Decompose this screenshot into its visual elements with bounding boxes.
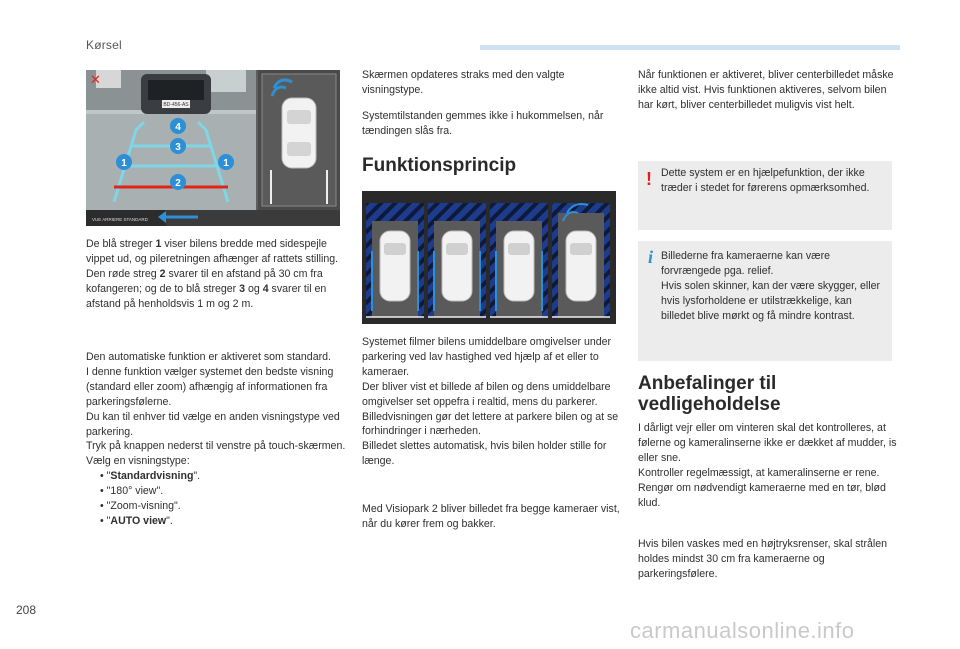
- bullet-press-button: Tryk på knappen nederst til venstre på touch-skærmen.: [86, 440, 346, 453]
- section-title: Kørsel: [86, 38, 122, 52]
- warning-icon: !: [646, 169, 652, 189]
- svg-text:4: 4: [175, 122, 181, 133]
- svg-text:3: 3: [175, 142, 181, 153]
- heading-funktionsprincip: Funktionsprincip: [362, 155, 517, 176]
- funktionsprincip-paragraph: Systemet filmer bilens umiddelbare omgivelser under parkering ved lav hastighed ved hjælp af et eller to kameraer. Der bliver vist et billede af bilen og dens umiddelbare omgivelser set oppefra i realtid, mens du parkerer. Billedvisningen gør det lettere at parkere bilen og at se forhindringer i nærheden. Billedet slettes automatisk, hvis bilen holder stille for længe.: [362, 336, 619, 468]
- high-pressure-paragraph: Hvis bilen vaskes med en højtryksrenser, skal strålen holdes mindst 30 cm fra kameraerne og parkeringsfølere.: [638, 538, 888, 580]
- heading-maintenance: Anbefalinger til vedligeholdelse: [638, 373, 781, 415]
- svg-text:2: 2: [175, 178, 181, 189]
- auto-function-paragraph: Den automatiske funktion er aktiveret som standard. I denne funktion vælger systemet den bedste visning (standard eller zoom) afhængig af informationen fra parkeringsfølerne. Du kan til enhver tid vælge en anden visningstype ved parkering. Tryk på knappen nederst til venstre på touch-skærmen. Vælg en visningstype: • "Standardvisning". • "180° view". • "Zoom-visning". • "AUTO view".: [86, 350, 348, 529]
- view-option-auto: • "AUTO view".: [100, 514, 173, 527]
- page-number: 208: [16, 603, 37, 617]
- info-box: [638, 241, 892, 361]
- svg-text:1: 1: [121, 158, 127, 169]
- info-icon: i: [648, 247, 654, 267]
- warning-text: Dette system er en hjælpefunktion, der ikke træder i stedet for førerens opmærksomhed.: [661, 167, 870, 194]
- center-image-paragraph: Når funktionen er aktiveret, bliver centerbilledet måske ikke altid vist. Hvis funktionen aktiveres, selvom bilen har kørt, bliver centerbilledet muligvis vist helt.: [638, 69, 894, 111]
- view-option-zoom: • "Zoom-visning".: [100, 500, 181, 513]
- warning-box: [638, 161, 892, 230]
- memory-paragraph: Systemtilstanden gemmes ikke i hukommelsen, når tændingen slås fra.: [362, 110, 604, 137]
- plate-text: BD-456-AS: [163, 102, 189, 108]
- view-option-standard: • "Standardvisning".: [100, 470, 201, 483]
- maintenance-paragraph: I dårligt vejr eller om vinteren skal det kontrolleres, at følerne og kameralinserne ikke er dækket af mudder, is eller sne. Kontroller regelmæssigt, at kameralinserne er rene. Rengør om nødvendigt kameraerne med en tør, blød klud.: [638, 422, 897, 509]
- info-text: Billederne fra kameraerne kan være forvrængede pga. relief. Hvis solen skinner, kan der være skygger, eller hvis lysforholdene er utilstrækkelige, kan billedet blive mørkt og få mindre kontrast.: [661, 250, 881, 322]
- camera-view-caption: VUE ARRIERE STANDARD: [92, 217, 148, 222]
- svg-text:1: 1: [223, 158, 229, 169]
- parking-topdown-illustration: [362, 191, 616, 324]
- screen-update-paragraph: Skærmen opdateres straks med den valgte visningstype.: [362, 69, 565, 96]
- watermark: carmanualsonline.info: [630, 618, 855, 643]
- close-x-icon: ✕: [90, 73, 101, 88]
- visiopark-paragraph: Med Visiopark 2 bliver billedet fra begge kameraer vist, når du kører frem og bakker.: [362, 503, 620, 530]
- rear-camera-illustration: [86, 70, 340, 226]
- view-option-180: • "180° view".: [100, 485, 164, 498]
- header-bar: [480, 45, 900, 50]
- bullet-choose-view: Vælg en visningstype:: [86, 455, 190, 468]
- guide-lines-paragraph: De blå streger 1 viser bilens bredde med sidespejle vippet ud, og pileretningen afhænger af rattets stilling. Den røde streg 2 svarer til en afstand på 30 cm fra kofangeren; og de to blå streger 3 og 4 svarer til en afstand på henholdsvis 1 m og 2 m.: [86, 238, 339, 310]
